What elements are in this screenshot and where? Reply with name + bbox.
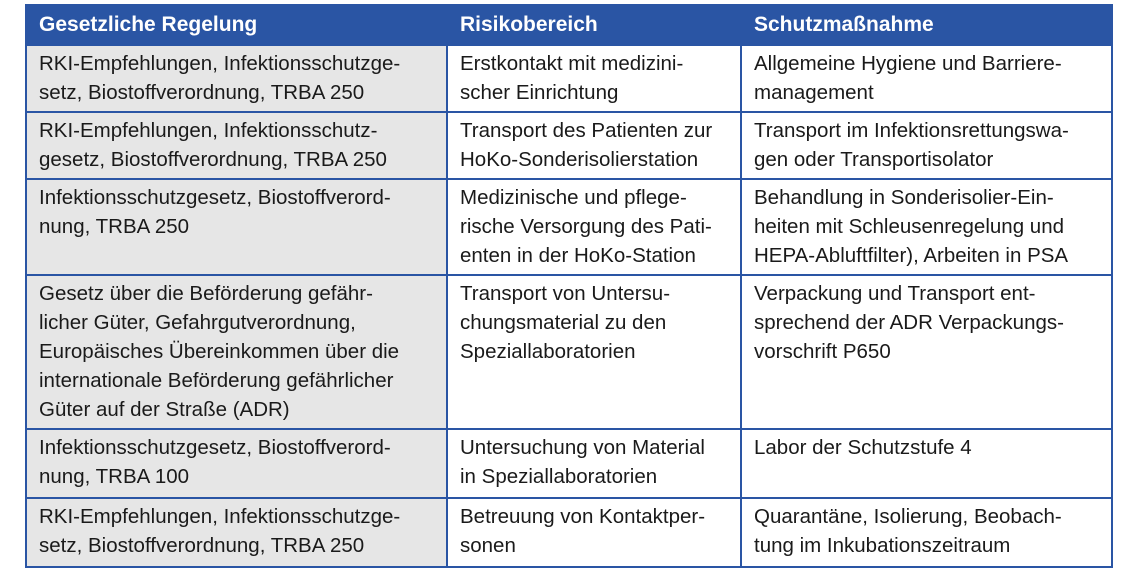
cell-protective-measure: Transport im Infektionsrettungswa- gen oder Transportisolator bbox=[741, 112, 1112, 179]
cell-legal-regulation: RKI-Empfehlungen, Infektionsschutzge- setz, Biostoffverordnung, TRBA 250 bbox=[26, 498, 447, 567]
cell-legal-regulation: RKI-Empfehlungen, Infektionsschutz- gesetz, Biostoffverordnung, TRBA 250 bbox=[26, 112, 447, 179]
table-body bbox=[26, 45, 1112, 567]
table-row bbox=[26, 498, 1112, 567]
header-legal-regulation: Gesetzliche Regelung bbox=[26, 5, 447, 45]
cell-legal-regulation: RKI-Empfehlungen, Infektionsschutzge- setz, Biostoffverordnung, TRBA 250 bbox=[26, 45, 447, 112]
cell-risk-area: Betreuung von Kontaktper- sonen bbox=[447, 498, 741, 567]
cell-risk-area: Erstkontakt mit medizini- scher Einrichtung bbox=[447, 45, 741, 112]
cell-legal-regulation: Gesetz über die Beförderung gefähr- licher Güter, Gefahrgutverordnung, Europäisches Übereinkommen über die internationale Beförderung gefährlicher Güter auf der Straße (ADR) bbox=[26, 275, 447, 429]
table-header bbox=[26, 5, 1112, 45]
cell-risk-area: Untersuchung von Material in Speziallaboratorien bbox=[447, 429, 741, 498]
header-row bbox=[26, 5, 1112, 45]
table-row bbox=[26, 429, 1112, 498]
cell-risk-area: Medizinische und pflege- rische Versorgung des Pati- enten in der HoKo-Station bbox=[447, 179, 741, 275]
cell-protective-measure: Behandlung in Sonderisolier-Ein- heiten mit Schleusenregelung und HEPA-Abluftfilter), Arbeiten in PSA bbox=[741, 179, 1112, 275]
cell-protective-measure: Quarantäne, Isolierung, Beobach- tung im Inkubationszeitraum bbox=[741, 498, 1112, 567]
cell-protective-measure: Verpackung und Transport ent- sprechend der ADR Verpackungs- vorschrift P650 bbox=[741, 275, 1112, 429]
table-row bbox=[26, 45, 1112, 112]
cell-legal-regulation: Infektionsschutzgesetz, Biostoffverord- nung, TRBA 100 bbox=[26, 429, 447, 498]
cell-protective-measure: Labor der Schutzstufe 4 bbox=[741, 429, 1112, 498]
cell-risk-area: Transport des Patienten zur HoKo-Sonderisolierstation bbox=[447, 112, 741, 179]
cell-legal-regulation: Infektionsschutzgesetz, Biostoffverord- nung, TRBA 250 bbox=[26, 179, 447, 275]
cell-protective-measure: Allgemeine Hygiene und Barriere- management bbox=[741, 45, 1112, 112]
regulations-table bbox=[25, 4, 1113, 568]
cell-risk-area: Transport von Untersu- chungsmaterial zu den Speziallaboratorien bbox=[447, 275, 741, 429]
regulations-table-container bbox=[25, 4, 1111, 568]
table-row bbox=[26, 112, 1112, 179]
table-row bbox=[26, 275, 1112, 429]
header-risk-area: Risikobereich bbox=[447, 5, 741, 45]
table-row bbox=[26, 179, 1112, 275]
header-protective-measure: Schutzmaßnahme bbox=[741, 5, 1112, 45]
